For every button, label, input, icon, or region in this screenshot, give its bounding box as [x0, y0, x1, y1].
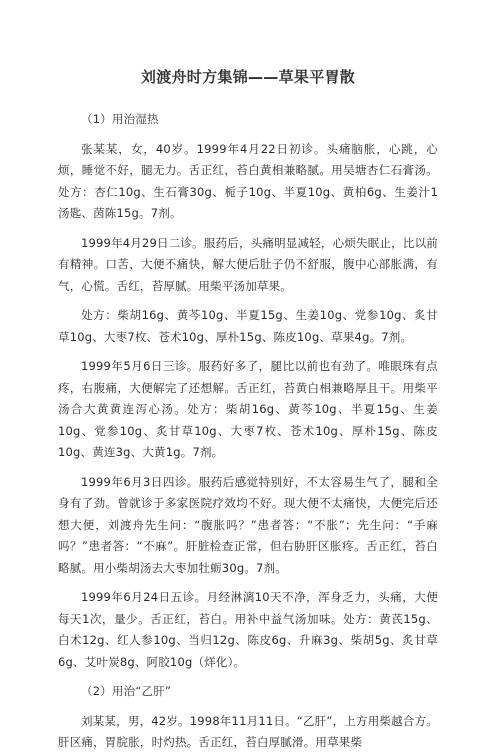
page-title: 刘渡舟时方集锦——草果平胃散 — [140, 68, 356, 86]
section-heading: （2）用治“乙肝” — [81, 684, 172, 698]
section-heading: （1）用治湿热 — [81, 112, 159, 126]
paragraph: 1999年6月24日五诊。月经淋漓10天不净，浑身乏力，头痛，大便每天1次，量少。舌正红，苔白。用补中益气汤加味。处方：黄芪15g、白术12g、红人参10g、当归12g、陈皮6g、升麻3g、柴胡5g、炙甘草6g、艾叶炭8g、阿胶10g（烊化）。 — [58, 590, 438, 669]
paragraph: 1999年6月3日四诊。服药后感觉特别好，不太容易生气了，腿和全身有了劲。曾就诊于多家医院疗效均不好。现大便不太痛快，大便完后还想大便，刘渡舟先生问：“腹胀吗？”患者答：“不胀”；先生问：“手麻吗？”患者答：“不麻”。肝脏检查正常，但右胁肝区胀疼。舌正红，苔白略腻。用小柴胡汤去大枣加牡蛎30g。7剂。 — [58, 474, 438, 575]
paragraph: 1999年5月6日三诊。服药好多了，腿比以前也有劲了。唯眼珠有点疼，右腹痛，大便解完了还想解。舌正红，苔黄白相兼略厚且干。用柴平汤合大黄黄连泻心汤。处方：柴胡16g、黄芩10g、半夏15g、生姜10g、党参10g、炙甘草10g、大枣7枚、苍术10g、厚朴15g、陈皮10g、黄连3g、大黄1g。7剂。 — [58, 359, 438, 459]
paragraph: 刘某某，男，42岁。1998年11月11日。“乙肝”，上方用柴越合方。肝区痛，胃脘胀，时灼热。舌正红，苔白厚腻滑。用草果柴 — [58, 713, 438, 749]
paragraph: 处方：柴胡16g、黄芩10g、半夏15g、生姜10g、党参10g、炙甘草10g、大枣7枚、苍术10g、厚朴15g、陈皮10g、草果4g。7剂。 — [58, 308, 438, 344]
article-body — [58, 109, 438, 754]
paragraph: 1999年4月29日二诊。服药后，头痛明显减轻，心烦失眠止，比以前有精神。口苦，大便不痛快，解大便后肚子仍不舒服，腹中心部胀满，有气，心慌。舌红，苔厚腻。用柴平汤加草果。 — [58, 235, 438, 293]
paragraph: 张某某，女，40岁。1999年4月22日初诊。头痛脑胀，心跳，心烦，睡觉不好，腿无力。舌正红，苔白黄相兼略腻。用吴塘杏仁石膏汤。处方：杏仁10g、生石膏30g、栀子10g、半夏10g、黄柏6g、生姜汁1汤匙、茵陈15g。7剂。 — [58, 141, 438, 220]
